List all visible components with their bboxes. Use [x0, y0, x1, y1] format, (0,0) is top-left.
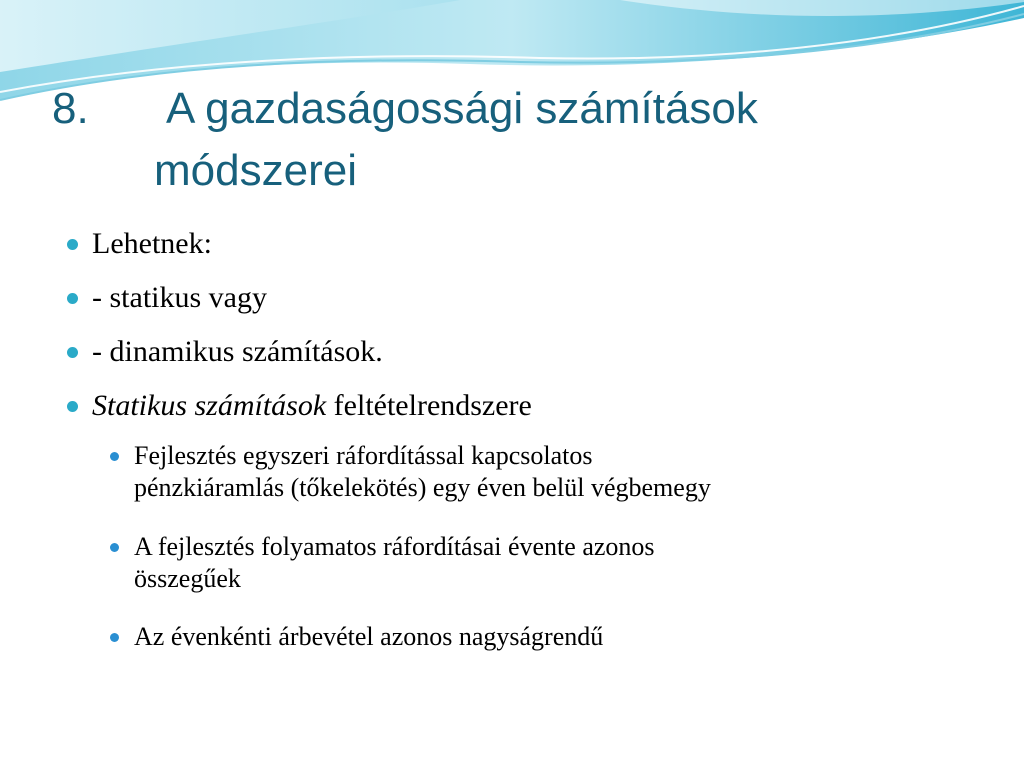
bullet-text: feltételrendszere	[326, 389, 532, 422]
bullet-item	[92, 388, 532, 424]
bullet-italic-text: Statikus számítások	[92, 389, 327, 422]
sub-bullet-line: összegűek	[134, 564, 241, 593]
bullet-text: - dinamikus számítások.	[92, 335, 383, 368]
slide-title-line2: módszerei	[154, 146, 357, 195]
slide-title-number: 8.	[52, 84, 89, 133]
sub-bullet-line: Az évenkénti árbevétel azonos nagyságrendű	[134, 622, 604, 651]
sub-bullet-item	[134, 440, 994, 504]
bullet-item	[92, 280, 267, 316]
sub-bullet-line: A fejlesztés folyamatos ráfordításai évente azonos	[134, 532, 655, 561]
sub-bullet-line: Fejlesztés egyszeri ráfordítással kapcsolatos	[134, 441, 593, 470]
bullet-text: - statikus vagy	[92, 281, 267, 314]
bullet-item	[92, 226, 212, 262]
slide-title-line1: A gazdaságossági számítások	[166, 84, 758, 133]
sub-bullet-item	[134, 531, 994, 595]
sub-bullet-item	[134, 621, 994, 653]
sub-bullet-line: pénzkiáramlás (tőkelekötés) egy éven belül végbemegy	[134, 473, 711, 502]
bullet-item	[92, 334, 383, 370]
bullet-text: Lehetnek:	[92, 227, 212, 260]
